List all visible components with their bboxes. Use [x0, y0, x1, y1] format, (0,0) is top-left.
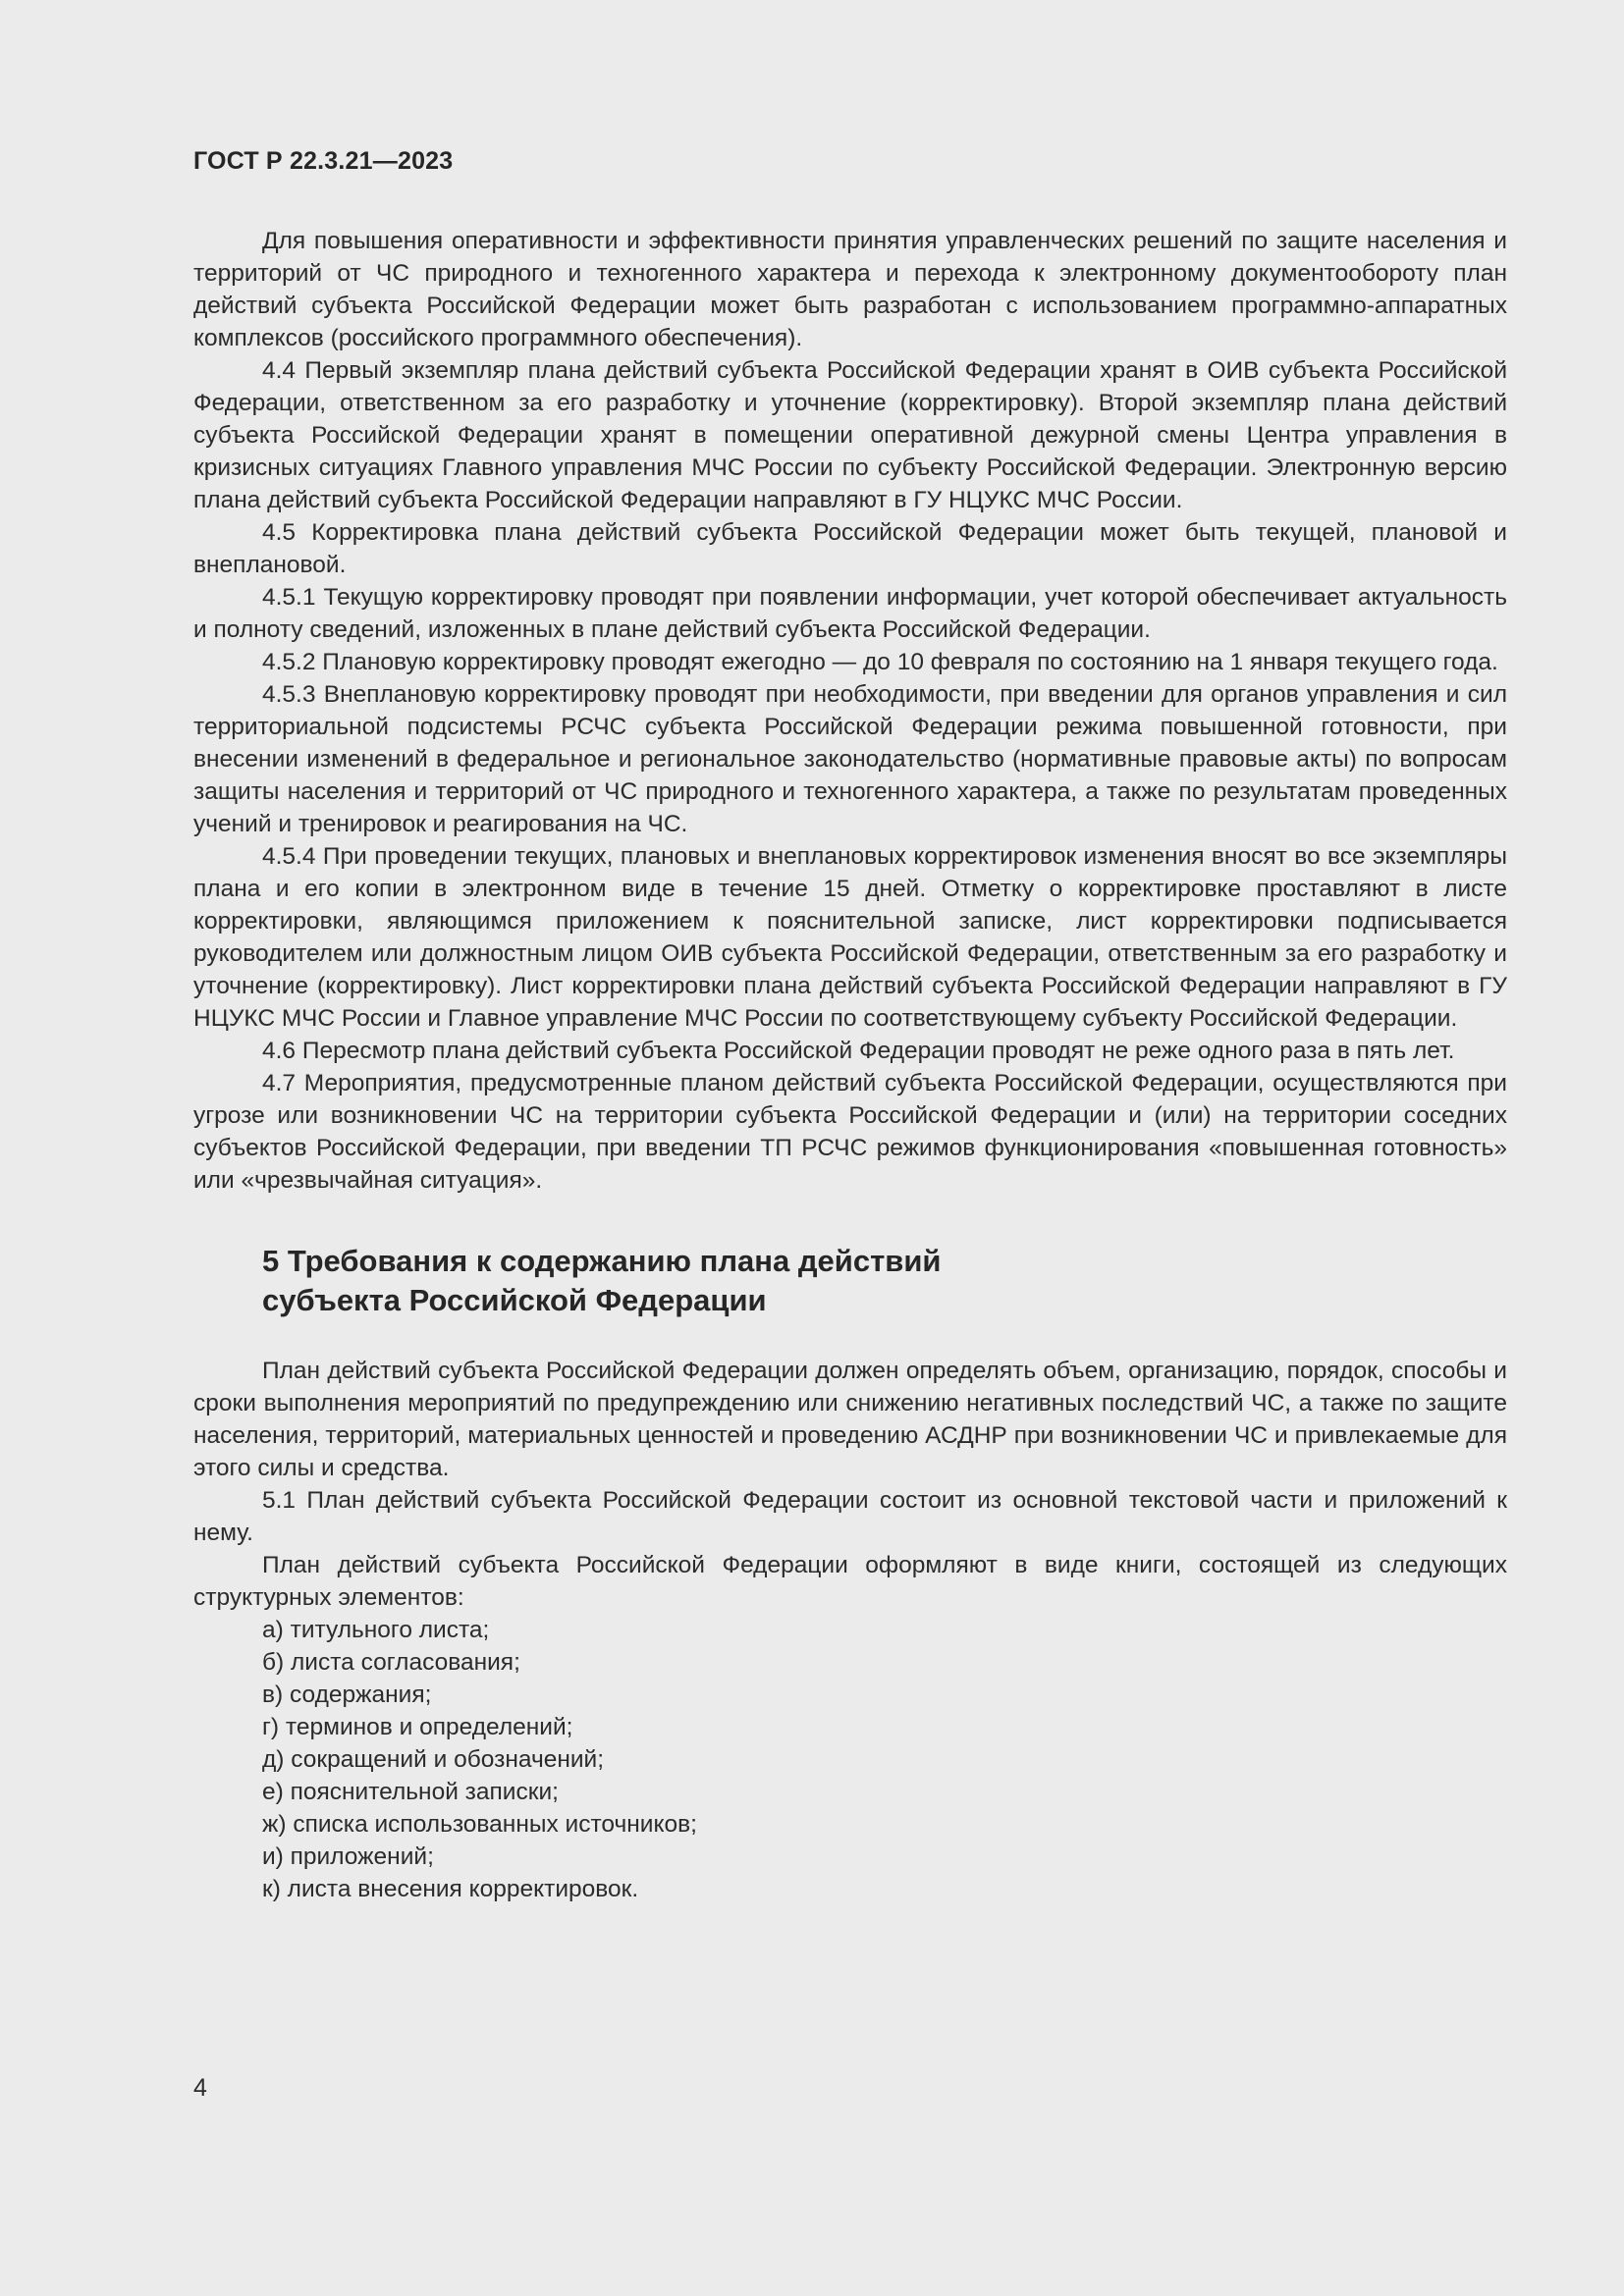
- section-5-title-line-1: 5 Требования к содержанию плана действий: [262, 1244, 942, 1278]
- paragraph-4-5-1: 4.5.1 Текущую корректировку проводят при появлении информации, учет которой обеспечивает актуальность и полноту сведений, изложенных в плане действий субъекта Российской Федерации.: [193, 584, 1507, 643]
- paragraph-4-5: 4.5 Корректировка плана действий субъекта Российской Федерации может быть текущей, плановой и внеплановой.: [193, 519, 1507, 578]
- paragraph-structure-elements: План действий субъекта Российской Федерации оформляют в виде книги, состоящей из следующих структурных элементов:: [193, 1552, 1507, 1611]
- paragraph-4-7: 4.7 Мероприятия, предусмотренные планом действий субъекта Российской Федерации, осуществляются при угрозе или возникновении ЧС на территории субъекта Российской Федерации и (или) на территории соседних субъектов Российской Федерации, при введении ТП РСЧС режимов функционирования «повышенная готовность» или «чрезвычайная ситуация».: [193, 1070, 1507, 1194]
- section-5-title-line-2: субъекта Российской Федерации: [262, 1283, 767, 1317]
- list-item: в) содержания;: [262, 1682, 432, 1708]
- list-item: ж) списка использованных источников;: [262, 1811, 697, 1838]
- paragraph-4-5-4: 4.5.4 При проведении текущих, плановых и внеплановых корректировок изменения вносят во все экземпляры плана и его копии в электронном виде в течение 15 дней. Отметку о корректировке проставляют в листе корректировки, являющимся приложением к пояснительной записке, лист корректировки подписывается руководителем или должностным лицом ОИВ субъекта Российской Федерации, ответственным за его разработку и уточнение (корректировку). Лист корректировки плана действий субъекта Российской Федерации направляют в ГУ НЦУКС МЧС России и Главное управление МЧС России по соответствующему субъекту Российской Федерации.: [193, 843, 1507, 1032]
- structure-elements-list: [193, 1614, 1507, 1905]
- list-item: е) пояснительной записки;: [262, 1779, 559, 1805]
- list-item: к) листа внесения корректировок.: [262, 1876, 639, 1902]
- list-item: а) титульного листа;: [262, 1617, 490, 1643]
- list-item: д) сокращений и обозначений;: [262, 1746, 605, 1773]
- paragraph-section-5-intro: План действий субъекта Российской Федерации должен определять объем, организацию, порядок, способы и сроки выполнения мероприятий по предупреждению или снижению негативных последствий ЧС, а также по защите населения, территорий, материальных ценностей и проведению АСДНР при возникновении ЧС и привлекаемые для этого силы и средства.: [193, 1358, 1507, 1481]
- paragraph-4-5-2: 4.5.2 Плановую корректировку проводят ежегодно — до 10 февраля по состоянию на 1 января текущего года.: [262, 649, 1498, 675]
- page-number: 4: [193, 2074, 207, 2102]
- page-content: [193, 225, 1507, 1905]
- paragraph-5-1: 5.1 План действий субъекта Российской Федерации состоит из основной текстовой части и приложений к нему.: [193, 1487, 1507, 1546]
- section-5-title: [262, 1242, 1507, 1320]
- paragraph-4-6: 4.6 Пересмотр плана действий субъекта Российской Федерации проводят не реже одного раза в пять лет.: [262, 1038, 1455, 1064]
- paragraph-electronic-docflow: Для повышения оперативности и эффективности принятия управленческих решений по защите населения и территорий от ЧС природного и техногенного характера и перехода к электронному документообороту план действий субъекта Российской Федерации может быть разработан с использованием программно-аппаратных комплексов (российского программного обеспечения).: [193, 228, 1507, 351]
- paragraph-4-5-3: 4.5.3 Внеплановую корректировку проводят при необходимости, при введении для органов управления и сил территориальной подсистемы РСЧС субъекта Российской Федерации режима повышенной готовности, при внесении изменений в федеральное и региональное законодательство (нормативные правовые акты) по вопросам защиты населения и территорий от ЧС природного и техногенного характера, а также по результатам проведенных учений и тренировок и реагирования на ЧС.: [193, 681, 1507, 837]
- list-item: г) терминов и определений;: [262, 1714, 573, 1740]
- document-code-header: ГОСТ Р 22.3.21—2023: [193, 147, 454, 175]
- paragraph-4-4: 4.4 Первый экземпляр плана действий субъекта Российской Федерации хранят в ОИВ субъекта Российской Федерации, ответственном за его разработку и уточнение (корректировку). Второй экземпляр плана действий субъекта Российской Федерации хранят в помещении оперативной дежурной смены Центра управления в кризисных ситуациях Главного управления МЧС России по субъекту Российской Федерации. Электронную версию плана действий субъекта Российской Федерации направляют в ГУ НЦУКС МЧС России.: [193, 357, 1507, 513]
- list-item: б) листа согласования;: [262, 1649, 520, 1676]
- list-item: и) приложений;: [262, 1843, 434, 1870]
